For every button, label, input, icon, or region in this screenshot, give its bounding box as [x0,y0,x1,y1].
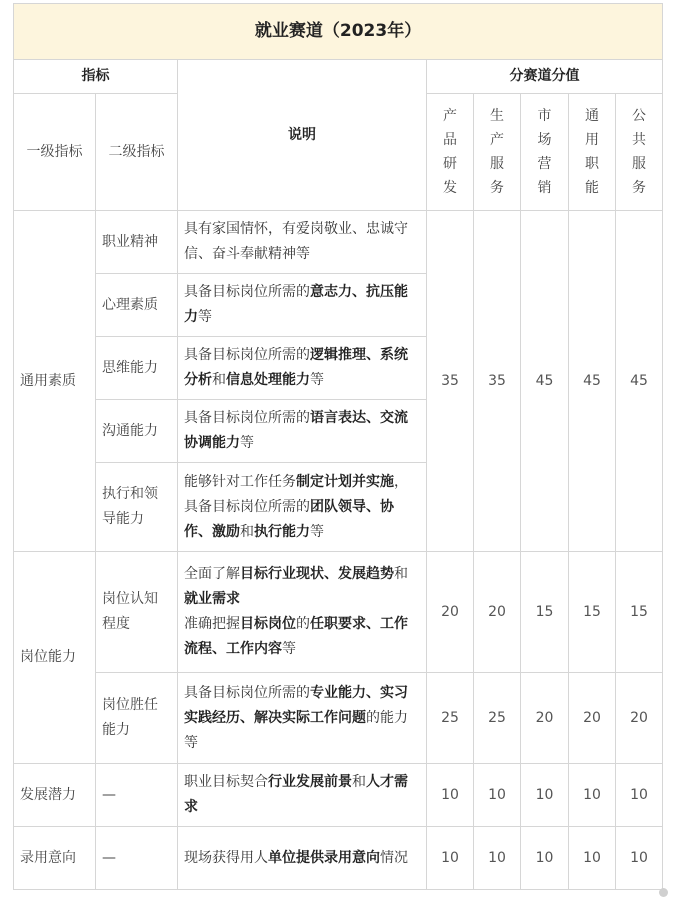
description-cell [178,827,427,890]
table-title: 就业赛道（2023年） [14,4,663,60]
header-char: 通 [585,108,599,124]
level2-header: 二级指标 [96,94,178,211]
bold-text: 意志力、抗压能力 [184,284,408,325]
description-line [184,612,420,662]
text: 能够针对工作任务 [184,473,296,490]
description-cell [178,463,427,552]
track-scores-header: 分赛道分值 [427,60,663,94]
bold-text: 目标行业现状、发展趋势 [240,566,394,582]
level1-potential: 发展潜力 [14,764,96,827]
text: 具备目标岗位所需的 [184,410,310,426]
text: 和 [352,774,366,790]
text: 具有家国情怀，有爱岗敬业、忠诚守信、奋斗奉献精神等 [184,221,408,262]
score-cell: 45 [616,211,663,552]
header-char: 用 [585,132,599,148]
bold-text: 信息处理能力 [226,372,310,388]
header-char: 职 [585,156,599,172]
level1-general-quality: 通用素质 [14,211,96,552]
level2-cell: — [96,827,178,890]
bold-text: 人才需求 [184,774,408,815]
bold-text: 任职要求、工作流程、工作内容 [184,616,408,657]
text: 具备目标岗位所需的 [184,347,310,363]
description-header: 说明 [178,60,427,211]
header-char: 生 [490,108,504,124]
text: 和 [394,566,408,582]
score-cell: 10 [474,827,521,890]
text: 等 [310,372,324,388]
text: 全面了解 [184,566,240,582]
description-cell [178,673,427,764]
text: 具备目标岗位所需的 [184,684,310,701]
bold-text: 语言表达、交流协调能力 [184,410,408,451]
score-cell: 10 [616,827,663,890]
score-cell: 25 [427,673,474,764]
text: 和 [212,372,226,388]
bold-text: 制定计划并实施 [296,473,394,490]
description-cell [178,211,427,274]
score-cell: 10 [569,764,616,827]
level1-post-ability: 岗位能力 [14,552,96,764]
scroll-indicator[interactable] [659,888,668,897]
score-cell: 15 [521,552,569,673]
bold-text: 团队领导、协作、激励 [184,498,394,540]
score-cell: 15 [569,552,616,673]
score-cell: 15 [616,552,663,673]
score-cell: 20 [427,552,474,673]
score-cell: 10 [521,764,569,827]
text: 等 [198,309,212,325]
score-cell: 35 [427,211,474,552]
text: 等 [282,641,296,657]
score-cell: 20 [569,673,616,764]
level2-cell: — [96,764,178,827]
track-header-production-service [474,94,521,211]
score-table [13,3,663,890]
track-header-marketing [521,94,569,211]
score-cell: 35 [474,211,521,552]
text: 等 [240,435,254,451]
score-cell: 10 [521,827,569,890]
bold-text: 就业需求 [184,591,240,607]
level2-cell: 职业精神 [96,211,178,274]
track-header-public-service [616,94,663,211]
header-char: 产 [490,132,504,148]
score-cell: 10 [474,764,521,827]
bold-text: 行业发展前景 [268,774,352,790]
header-char: 务 [632,180,647,196]
text: 准确把握 [184,616,240,632]
header-char: 共 [632,132,647,148]
header-char: 服 [490,156,504,172]
level2-cell: 思维能力 [96,337,178,400]
header-char: 产 [443,108,457,124]
bold-text: 单位提供录用意向 [268,849,380,866]
header-char: 研 [443,156,457,172]
description-cell [178,337,427,400]
level2-cell: 沟通能力 [96,400,178,463]
indicator-header: 指标 [14,60,178,94]
level2-cell: 岗位胜任能力 [96,673,178,764]
track-header-general-function [569,94,616,211]
bold-text: 专业能力、实习实践经历、解决实际工作问题 [184,684,408,726]
header-char: 发 [443,180,457,196]
track-header-product-rd [427,94,474,211]
header-char: 营 [537,156,552,172]
text: 职业目标契合 [184,774,268,790]
score-cell: 20 [474,552,521,673]
header-char: 服 [632,156,647,172]
header-char: 公 [632,108,647,124]
score-cell: 45 [521,211,569,552]
level2-cell: 岗位认知程度 [96,552,178,673]
description-cell [178,400,427,463]
score-cell: 10 [616,764,663,827]
text: 具备目标岗位所需的 [184,284,310,300]
score-cell: 25 [474,673,521,764]
text: 现场获得用人 [184,849,268,866]
level1-hiring-intent: 录用意向 [14,827,96,890]
text: 和 [240,523,254,540]
bold-text: 执行能力 [254,523,310,540]
score-cell: 20 [616,673,663,764]
description-cell [178,764,427,827]
text: 的能力等 [184,709,408,751]
bold-text: 目标岗位 [240,616,296,632]
description-cell [178,552,427,673]
header-char: 市 [537,108,552,124]
header-char: 能 [585,180,599,196]
text: 等 [310,523,324,540]
text: 的 [296,616,310,632]
score-cell: 10 [427,827,474,890]
score-cell: 45 [569,211,616,552]
score-cell: 10 [427,764,474,827]
score-cell: 10 [569,827,616,890]
header-char: 销 [537,180,552,196]
text: ，具备目标岗位所需的 [184,473,408,515]
header-char: 品 [443,132,457,148]
score-cell: 20 [521,673,569,764]
text: 情况 [380,849,408,866]
level2-cell: 心理素质 [96,274,178,337]
description-line [184,562,420,612]
header-char: 务 [490,180,504,196]
header-char: 场 [537,132,552,148]
description-cell [178,274,427,337]
level1-header: 一级指标 [14,94,96,211]
bold-text: 逻辑推理、系统分析 [184,347,408,388]
level2-cell: 执行和领导能力 [96,463,178,552]
